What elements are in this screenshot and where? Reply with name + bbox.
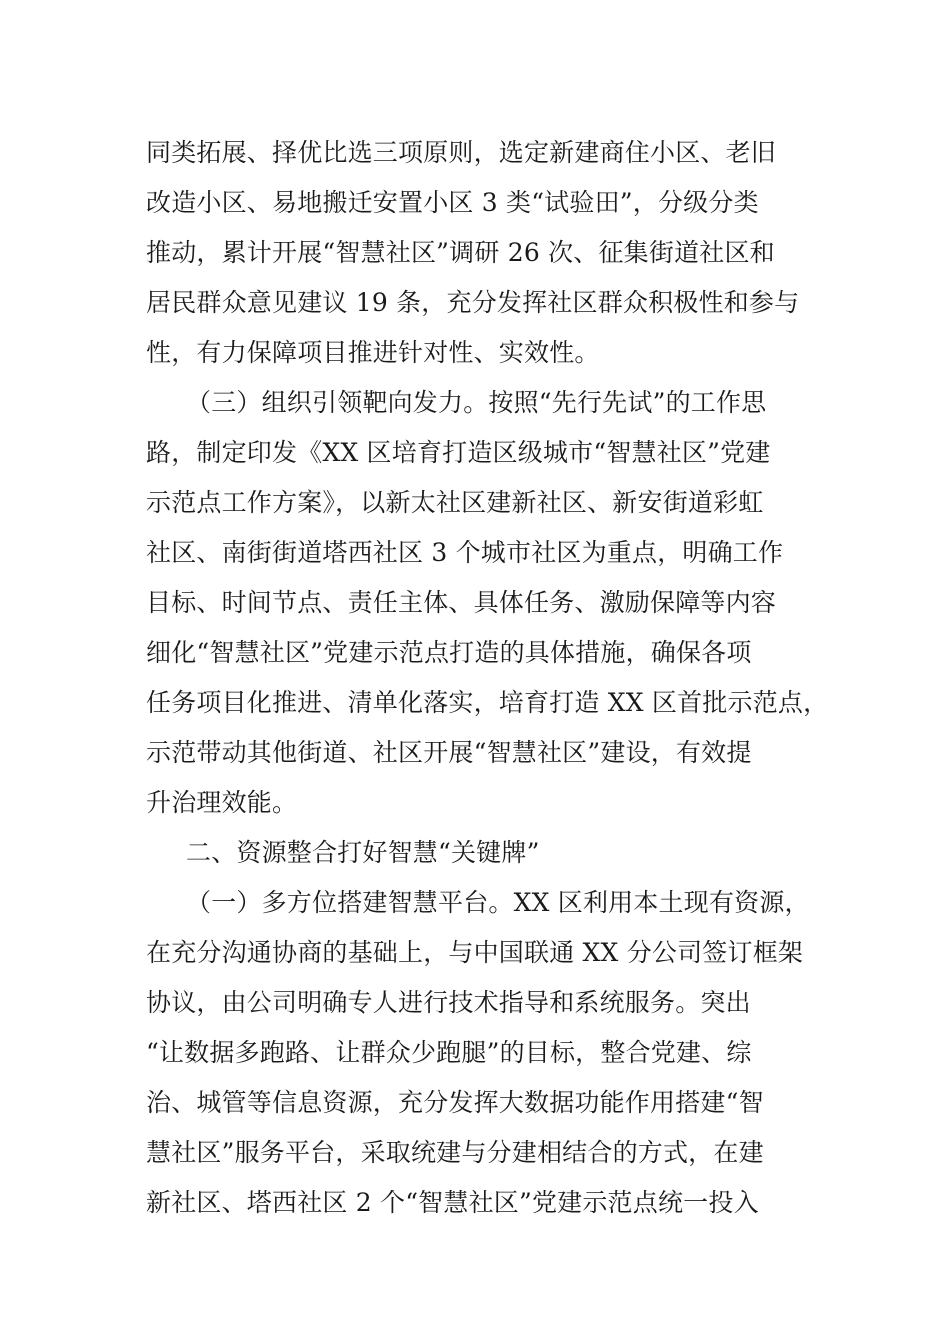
body-text-line: 任务项目化推进、清单化落实，培育打造 XX 区首批示范点，: [146, 688, 829, 717]
body-text-line: 新社区、塔西社区 2 个“智慧社区”党建示范点统一投入: [146, 1188, 759, 1217]
body-text-line: 在充分沟通协商的基础上，与中国联通 XX 分公司签订框架: [146, 938, 804, 967]
chapter-2-heading: 二、资源整合打好智慧“关键牌”: [186, 838, 540, 867]
body-text-line: 推动，累计开展“智慧社区”调研 26 次、征集街道社区和: [146, 238, 775, 267]
body-text-line: 细化“智慧社区”党建示范点打造的具体措施，确保各项: [146, 638, 752, 667]
body-text-line: 目标、时间节点、责任主体、具体任务、激励保障等内容: [146, 588, 777, 617]
body-text-line: 居民群众意见建议 19 条，充分发挥社区群众积极性和参与: [146, 288, 800, 317]
body-text-line: 改造小区、易地搬迁安置小区 3 类“试验田”，分级分类: [146, 188, 759, 217]
body-text-line: 示范点工作方案》，以新太社区建新社区、新安街道彩虹: [146, 488, 764, 517]
body-text-line: 同类拓展、择优比选三项原则，选定新建商住小区、老旧: [146, 138, 777, 167]
body-text-line: 升治理效能。: [146, 788, 298, 817]
section-3-heading-line: （三）组织引领靶向发力。按照“先行先试”的工作思: [186, 388, 767, 417]
body-text-line: 慧社区”服务平台，采取统建与分建相结合的方式，在建: [146, 1138, 764, 1167]
body-text-line: 性，有力保障项目推进针对性、实效性。: [146, 338, 600, 367]
body-text-line: 协议，由公司明确专人进行技术指导和系统服务。突出: [146, 988, 751, 1017]
body-text-line: “让数据多跑路、让群众少跑腿”的目标，整合党建、综: [146, 1038, 752, 1067]
section-1-heading-line: （一）多方位搭建智慧平台。XX 区利用本土现有资源，: [186, 888, 810, 917]
body-text-line: 社区、南街街道塔西社区 3 个城市社区为重点，明确工作: [146, 538, 784, 567]
body-text-line: 示范带动其他街道、社区开展“智慧社区”建设，有效提: [146, 738, 752, 767]
body-text-line: 路，制定印发《XX 区培育打造区级城市“智慧社区”党建: [146, 438, 771, 467]
body-text-line: 治、城管等信息资源，充分发挥大数据功能作用搭建“智: [146, 1088, 764, 1117]
